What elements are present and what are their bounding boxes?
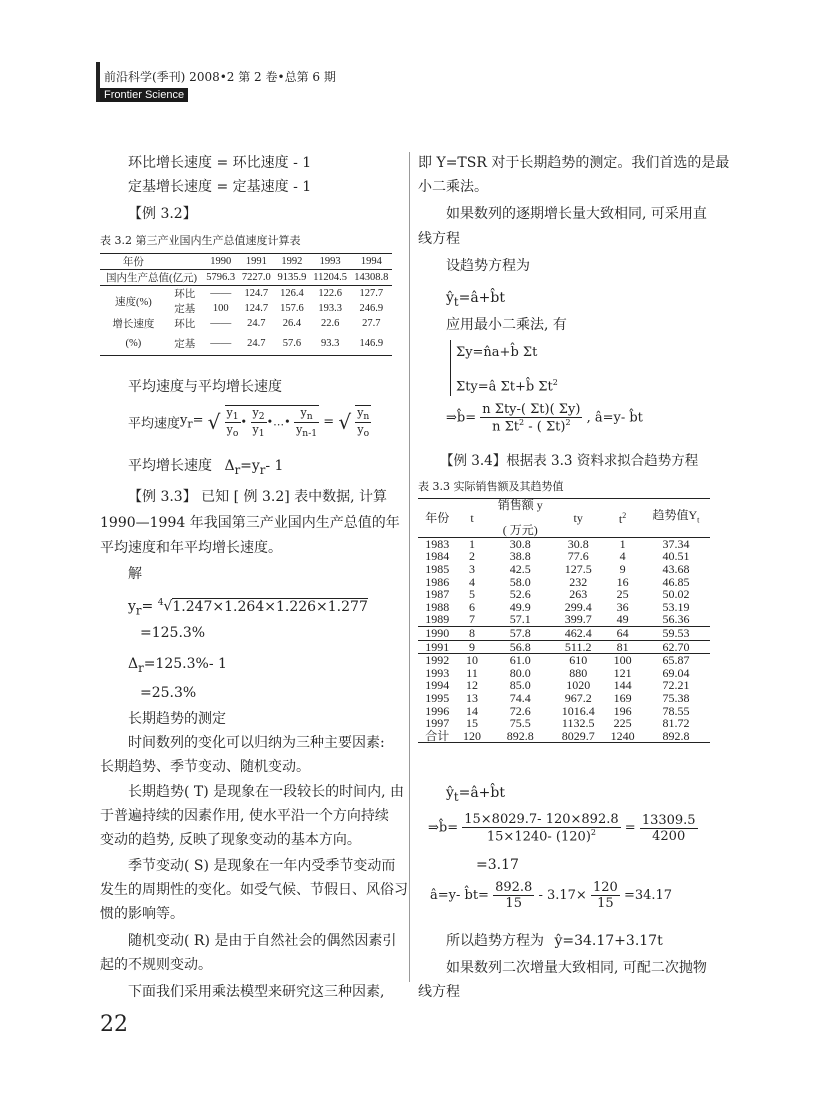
t32-cell: 22.6 — [320, 318, 340, 329]
table-cell: 46.85 — [662, 574, 690, 589]
calc-delta-expression: =125.3%- 1 — [143, 656, 227, 672]
table-cell: 62.70 — [662, 639, 690, 654]
t32-cell: 24.7 — [247, 337, 266, 349]
table-cell: 37.34 — [662, 536, 690, 551]
table-cell: 36 — [616, 599, 629, 614]
table-cell: 72.6 — [509, 703, 531, 718]
t32-header-cell: 1992 — [281, 256, 303, 267]
table-cell: 1991 — [425, 639, 450, 654]
t33-header-t2: $t^2$ — [618, 511, 627, 527]
b-calc-result-den: 4200 — [652, 828, 686, 844]
table-cell: 30.8 — [567, 536, 589, 551]
right-line4: 线方程 — [418, 231, 460, 247]
b-formula: ⇒b̂= $\frac{\text{n Σty-( Σt)( Σy)}}{n \Sigma t^2 - ( \Sigma t)^2}$ , â=y- b̂t — [446, 402, 643, 435]
table-cell: 49.9 — [509, 599, 531, 614]
formula-line-2: 定基增长速度 = 定基速度 - 1 — [128, 179, 312, 195]
table-cell: 1994 — [425, 678, 450, 693]
t33-header-t: t — [470, 510, 474, 525]
example-3-3-line3: 平均速度和年平均增长速度。 — [100, 540, 282, 556]
table-cell: 75.5 — [509, 716, 531, 731]
table-cell: 52.6 — [509, 587, 531, 602]
right-line3: 如果数列的逐期增长量大致相同, 可采用直 — [446, 206, 707, 222]
table-cell: 511.2 — [564, 639, 592, 654]
t32-cell: 11204.5 — [313, 272, 348, 283]
table-cell: 53.19 — [662, 599, 690, 614]
table-cell: 43.68 — [662, 561, 690, 576]
table-row — [418, 640, 710, 654]
table-3-2 — [100, 253, 392, 356]
t32-cell: 124.7 — [244, 303, 269, 314]
example-3-2-title: 【例 3.2】 — [128, 206, 197, 222]
t32-speed-label: 速度(%) — [114, 296, 152, 308]
table-cell: 1987 — [425, 587, 450, 602]
right-line2: 小二乘法。 — [418, 179, 488, 195]
t32-cell: 5796.3 — [206, 272, 236, 283]
t32-cell: 246.9 — [359, 303, 384, 314]
table-cell: 299.4 — [564, 599, 592, 614]
table-cell: 38.8 — [509, 549, 531, 564]
table-cell: 13 — [466, 690, 479, 705]
final-equation-value: =34.17+3.17t — [562, 933, 663, 949]
solution-label: 解 — [128, 566, 142, 582]
b-calc-numerator: 15×8029.7- 120×892.8 — [464, 812, 619, 827]
table-cell: 1995 — [425, 690, 450, 705]
table-cell: 81 — [616, 639, 629, 654]
table-cell: 399.7 — [564, 612, 592, 627]
right-line1: 即 Y=TSR 对于长期趋势的测定。我们首选的是最 — [418, 155, 730, 171]
a-calc-value: =34.17 — [623, 888, 673, 903]
avg-speed-formula: 平均速度$y_r=$ √ $\frac{y_1}{y_o}$ • $\frac{y_2}{y_1}$ •…• $\frac{y_n}{y_{n-1}}$ = √ $\frac{y_n}{y_o}$ — [128, 406, 370, 440]
table-cell: 144 — [613, 678, 632, 693]
table-cell: 1 — [469, 536, 476, 551]
table-3-3 — [418, 498, 710, 743]
page-number: 22 — [100, 1012, 128, 1037]
trend-equation-2: $ŷ_t=â+b̂t$ — [446, 785, 506, 804]
t32-cell: 9135.9 — [277, 272, 307, 283]
a-calc-num2: 120 — [592, 880, 618, 895]
table-cell: 58.0 — [509, 574, 531, 589]
table-cell: 16 — [616, 574, 629, 589]
t32-cell: 100 — [212, 303, 229, 314]
equation-system-brace — [450, 340, 451, 396]
para4-b: 起的不规则变动。 — [100, 957, 212, 973]
t32-cell: 14308.8 — [354, 272, 389, 283]
table-cell: 65.87 — [662, 653, 690, 668]
b-calc-result-num: 13309.5 — [641, 812, 696, 828]
avg-growth-label: 平均增长速度 — [128, 458, 212, 474]
para1-a: 时间数列的变化可以归纳为三种主要因素: — [128, 735, 385, 751]
last-line-1: 如果数列二次增量大致相同, 可配二次抛物 — [446, 960, 707, 976]
normal-equation-1: Σy=n̂a+b̂ Σt — [456, 345, 538, 360]
table-cell: 4 — [469, 574, 476, 589]
table-cell: 合计 — [425, 728, 450, 743]
table-cell: 1985 — [425, 561, 450, 576]
table-cell: 74.4 — [509, 690, 531, 705]
calc-delta: $\Delta_r=125.3\%-$ 1 — [128, 656, 227, 675]
table-row — [418, 717, 710, 730]
table-cell: 9 — [469, 639, 476, 654]
avg-speed-title: 平均速度与平均增长速度 — [128, 379, 282, 395]
b-calc-denominator: 15×1240- (120) — [486, 829, 591, 845]
t32-dingji: 定基 — [174, 304, 196, 315]
para2-c: 变动的趋势, 反映了现象变动的基本方向。 — [100, 832, 361, 848]
table-cell: 6 — [469, 599, 476, 614]
table-cell: 1997 — [425, 716, 450, 731]
a-calc-den2: 15 — [597, 896, 614, 911]
table-row — [418, 730, 710, 743]
table-cell: 8029.7 — [561, 728, 595, 743]
table-cell: 10 — [466, 653, 479, 668]
table-cell: 1993 — [425, 665, 450, 680]
t32-growth-label: 增长速度 — [112, 319, 155, 330]
table-cell: 75.38 — [662, 690, 690, 705]
table-cell: 127.5 — [564, 561, 592, 576]
table-cell: 1984 — [425, 549, 450, 564]
table-row — [418, 613, 710, 626]
table-cell: 61.0 — [509, 653, 531, 668]
t32-header-year: 年份 — [122, 257, 144, 268]
t32-cell: 122.6 — [318, 288, 342, 299]
avg-speed-label: 平均速度 — [128, 416, 181, 432]
b-value: =3.17 — [476, 857, 519, 873]
table-cell: 263 — [569, 587, 588, 602]
table-cell: 169 — [613, 690, 632, 705]
table-row — [418, 626, 710, 640]
table-cell: 121 — [613, 665, 632, 680]
t32-header-cell: 1991 — [245, 256, 267, 267]
column-divider — [409, 152, 410, 982]
table-cell: 1132.5 — [561, 716, 595, 731]
table-cell: 50.02 — [662, 587, 690, 602]
table-cell: 967.2 — [564, 690, 592, 705]
table-cell: 2 — [469, 549, 476, 564]
t32-cell: 57.6 — [282, 337, 302, 349]
table-cell: 120 — [463, 728, 482, 743]
a-calc-num1: 892.8 — [495, 880, 533, 895]
table-cell: 1983 — [425, 536, 450, 551]
t32-dingji: 定基 — [174, 338, 196, 350]
table-cell: 56.8 — [509, 639, 531, 654]
t32-cell: 124.7 — [244, 288, 269, 299]
table-cell: 1988 — [425, 599, 450, 614]
para3-a: 季节变动( S) 是现象在一年内受季节变动而 — [128, 858, 396, 874]
t32-cell: 26.4 — [282, 318, 302, 329]
table-cell: 8 — [469, 625, 476, 640]
journal-english-label: Frontier Science — [100, 88, 188, 102]
table-cell: 57.8 — [509, 625, 531, 640]
t32-pct-label: (%) — [125, 337, 142, 349]
t32-huanbi: 环比 — [174, 319, 196, 330]
table-cell: 610 — [569, 653, 588, 668]
table-cell: 1990 — [425, 625, 450, 640]
example-3-4-title: 【例 3.4】根据表 3.3 资料求拟合趋势方程 — [440, 453, 699, 469]
normal-equation-2: Σty=â Σt+b̂ $\Sigma t^2$ — [456, 378, 558, 395]
journal-header: 前沿科学(季刊) 2008•2 第 2 卷•总第 6 期 — [104, 70, 336, 84]
table-cell: 1016.4 — [561, 703, 595, 718]
para4-a: 随机变动( R) 是由于自然社会的偶然因素引 — [128, 933, 397, 949]
t32-cell: —— — [210, 288, 232, 299]
formula-line-1: 环比增长速度 = 环比速度 - 1 — [128, 155, 312, 171]
table-3-3-caption: 表 3.3 实际销售额及其趋势值 — [418, 480, 564, 493]
table-cell: 78.55 — [662, 703, 690, 718]
last-line-2: 线方程 — [418, 984, 460, 1000]
calc-result-2: =25.3% — [140, 685, 197, 701]
example-3-3-line2: 1990—1994 年我国第三产业国内生产总值的年 — [100, 515, 400, 531]
t33-header-sales-unit: ( 万元) — [502, 523, 538, 538]
t32-header-cell: 1990 — [210, 256, 232, 267]
table-cell: 30.8 — [509, 536, 531, 551]
t32-header-cell: 1994 — [360, 256, 382, 267]
table-cell: 42.5 — [509, 561, 531, 576]
t32-huanbi: 环比 — [174, 289, 196, 300]
final-equation: 所以趋势方程为 ŷ=34.17+3.17t — [446, 933, 663, 949]
table-cell: 1996 — [425, 703, 450, 718]
table-cell: 56.36 — [662, 612, 690, 627]
t32-header-cell: 1993 — [319, 256, 341, 267]
table-cell: 5 — [469, 587, 476, 602]
table-cell: 1020 — [566, 678, 591, 693]
table-cell: 12 — [466, 678, 479, 693]
table-cell: 85.0 — [509, 678, 531, 693]
table-cell: 1 — [619, 536, 626, 551]
a-calc-mid: - 3.17× — [538, 888, 587, 903]
final-equation-label: 所以趋势方程为 — [446, 933, 544, 949]
avg-growth-formula: 平均增长速度 $\Delta_r=y_r-$ 1 — [128, 458, 284, 477]
table-row — [418, 692, 710, 705]
table-cell: 880 — [569, 665, 588, 680]
t32-cell: —— — [210, 318, 232, 329]
t33-header-sales: 销售额 y — [497, 498, 543, 512]
table-cell: 11 — [466, 665, 478, 680]
table-cell: 49 — [616, 612, 629, 627]
para5: 下面我们采用乘法模型来研究这三种因素, — [128, 984, 385, 1000]
table-cell: 25 — [616, 587, 629, 602]
a-calc: â=y- b̂t= $\frac{892.8}{15}$ - 3.17× $\frac{120}{15}$ =34.17 — [430, 880, 673, 911]
table-cell: 225 — [613, 716, 632, 731]
table-cell: 892.8 — [506, 728, 534, 743]
table-cell: 1989 — [425, 612, 450, 627]
table-cell: 14 — [466, 703, 479, 718]
a-calc-den1: 15 — [505, 896, 522, 911]
table-cell: 64 — [616, 625, 629, 640]
right-line6: 应用最小二乘法, 有 — [446, 317, 567, 333]
para3-c: 惯的影响等。 — [100, 906, 184, 922]
table-cell: 59.53 — [662, 625, 690, 640]
table-cell: 1240 — [610, 728, 635, 743]
table-cell: 77.6 — [567, 549, 589, 564]
right-line5: 设趋势方程为 — [446, 258, 530, 274]
t33-header-trend: 趋势值$Y_t$ — [652, 507, 700, 525]
table-cell: 15 — [466, 716, 479, 731]
table-cell: 1992 — [425, 653, 450, 668]
t33-header-t2-label: t — [618, 512, 623, 527]
table-cell: 100 — [613, 653, 632, 668]
b-calc: ⇒b̂= $\frac{15\times 8029.7- 120\times 892.8}{15\times 1240- (120)^2}$ = $\frac{13309.5}{4200}$ — [428, 812, 696, 845]
t32-cell: 126.4 — [280, 288, 304, 299]
table-cell: 1986 — [425, 574, 450, 589]
table-cell: 81.72 — [662, 716, 690, 731]
para1-b: 长期趋势、季节变动、随机变动。 — [100, 759, 310, 775]
table-row — [418, 588, 710, 601]
calc-root-expression: 1.247×1.264×1.226×1.277 — [172, 598, 368, 615]
table-cell: 232 — [569, 574, 588, 589]
t33-header-year: 年份 — [425, 510, 450, 525]
table-3-2-caption: 表 3.2 第三产业国内生产总值速度计算表 — [100, 234, 301, 247]
t32-cell: 7227.0 — [241, 272, 271, 283]
table-cell: 72.21 — [662, 678, 690, 693]
trend-title: 长期趋势的测定 — [128, 711, 226, 727]
t32-cell: 93.3 — [320, 337, 340, 349]
t32-cell: 157.6 — [280, 303, 304, 314]
table-cell: 57.1 — [509, 612, 531, 627]
table-cell: 7 — [469, 612, 476, 627]
t33-header-ty: ty — [573, 510, 583, 525]
para2-b: 于普遍持续的因素作用, 使水平沿一个方向持续 — [100, 808, 389, 824]
table-cell: 69.04 — [662, 665, 690, 680]
table-cell: 892.8 — [662, 728, 690, 743]
table-row — [418, 563, 710, 576]
table-cell: 80.0 — [509, 665, 531, 680]
t32-cell: 146.9 — [359, 337, 384, 349]
t32-cell: 193.3 — [318, 303, 342, 314]
t33-header-trend-label: 趋势值Y — [652, 507, 698, 522]
t32-cell: 27.7 — [362, 318, 381, 329]
table-cell: 196 — [613, 703, 632, 718]
t32-cell: 24.7 — [247, 318, 266, 329]
t32-cell: 127.7 — [359, 288, 384, 299]
para3-b: 发生的周期性的变化。如受气候、节假日、风俗习 — [100, 882, 408, 898]
table-cell: 3 — [469, 561, 476, 576]
table-cell: 4 — [619, 549, 626, 564]
table-cell: 40.51 — [662, 549, 690, 564]
t32-gdp-label: 国内生产总值(亿元) — [105, 273, 197, 284]
table-cell: 462.4 — [564, 625, 592, 640]
calc-root: $y_r= ^4√1.247\times 1.264\times 1.226\times 1.277$ — [128, 598, 368, 618]
example-3-3-line1: 【例 3.3】 已知 [ 例 3.2] 表中数据, 计算 — [128, 489, 388, 505]
t32-cell: —— — [210, 337, 232, 349]
table-cell: 9 — [619, 561, 626, 576]
para2-a: 长期趋势( T) 是现象在一段较长的时间内, 由 — [128, 784, 405, 800]
trend-equation-1: $ŷ_t=â+b̂t$ — [446, 290, 506, 309]
calc-result-1: =125.3% — [140, 625, 206, 641]
table-row — [418, 654, 710, 667]
